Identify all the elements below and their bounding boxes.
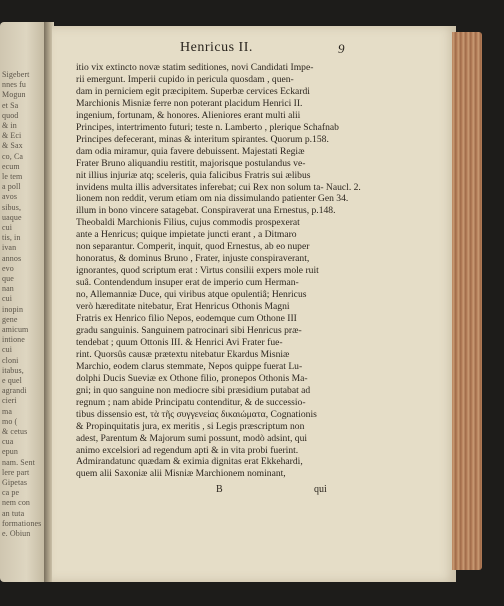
text-line: Marchionis Misniæ ferre non poterant placidum Henrici II.	[76, 97, 303, 109]
previous-page-fragment: evo	[2, 263, 14, 273]
previous-page-fragment: & Eci	[2, 131, 22, 141]
previous-page-fragment: cieri	[2, 396, 17, 406]
previous-page-fragment: itabus,	[2, 365, 24, 375]
previous-page-fragment: an tuta	[2, 508, 25, 518]
previous-page-fragment: cui	[2, 345, 13, 355]
previous-page-fragment: & Sax	[2, 141, 23, 151]
previous-page-fragment: et Sa	[2, 100, 19, 110]
previous-page-fragment: a poll	[2, 182, 21, 192]
text-line: non separantur. Comperit, inquit, quod Ernestus, ab eo nuper	[76, 241, 310, 253]
text-line: dam odia miramur, quia favere debuissent. Majestati Regiæ	[76, 145, 305, 157]
previous-page-fragment: ivan	[2, 243, 17, 253]
text-line: Principes, intertrimento futuri; teste n. Lamberto , plerique Schafnab	[76, 121, 339, 133]
previous-page-fragment: cloni	[2, 355, 19, 365]
text-line: dolphi Ducis Sueviæ ex Othone filio, pronepos Othonis Ma-	[76, 372, 308, 384]
previous-page-fragment: ecum	[2, 161, 20, 171]
previous-page-fragment: Sigebert	[2, 70, 30, 79]
text-line: ingenium, fortunam, & honores. Alieniores erant multi alii	[76, 109, 301, 121]
previous-page-fragment: sibus,	[2, 202, 22, 212]
previous-page-fragment: uaque	[2, 212, 22, 222]
text-line: quem alii Saxoniæ alii Misniæ Marchionem nominant,	[76, 468, 286, 480]
previous-page-fragment: nem con	[2, 498, 31, 508]
text-line: verò hæreditate nitebatur, Erat Henricus Othonis Magni	[76, 301, 290, 313]
previous-page-fragment: nam. Sent	[2, 457, 35, 467]
text-line: illum in bono vincere satagebat. Conspiraverat una Ernestus, p.148.	[76, 205, 336, 217]
text-line: Admirandatunc quædam & eximia dignitas erat Ekkehardi,	[76, 456, 303, 468]
previous-page-fragment: annos	[2, 253, 22, 263]
previous-page-fragment: nan	[2, 284, 14, 294]
text-line: dam in perniciem egit præcipitem. Superbæ cervices Eckardi	[76, 85, 310, 97]
body-text	[76, 62, 376, 480]
previous-page-fragment: tis, in	[2, 233, 21, 243]
previous-page-fragment: Gipetas	[2, 478, 28, 487]
previous-page-fragment: & in	[2, 121, 17, 130]
page-edges	[452, 32, 482, 570]
previous-page-fragment: gene	[2, 314, 18, 324]
previous-page-fragment: e. Obiun	[2, 529, 31, 538]
previous-page-fragment: agrandi	[2, 386, 27, 396]
previous-page-fragment: quod	[2, 110, 19, 120]
previous-page-fragment: ma	[2, 406, 12, 416]
text-line: honoratus, & dominus Bruno , Frater, injuste conspiraverant,	[76, 253, 310, 265]
text-line: ignorantes, quod scriptum erat : Virtus consilii expers mole ruit	[76, 265, 319, 277]
text-line: tendebat ; quum Ottonis III. & Henrici Avi Frater fue-	[76, 336, 283, 348]
text-line: tibus dissensio est, τὰ τῆς συγγενείας δικαιώματα, Cognationis	[76, 408, 317, 420]
text-line: Theobaldi Marchionis Filius, cujus commodis prospexerat	[76, 217, 300, 229]
previous-page-fragment: cui	[2, 294, 13, 304]
previous-page-fragment: Mogun	[2, 90, 26, 100]
text-line: invidens multa illis adversitates inferebat; cui Rex non solum ta- Naucl. 2.	[76, 181, 361, 193]
running-head: Henricus II.	[180, 40, 253, 55]
signature-mark: B	[216, 484, 223, 495]
previous-page-fragment: le tem	[2, 172, 23, 181]
previous-page-fragment: intione	[2, 335, 25, 345]
previous-page-fragment: formationes	[2, 518, 42, 528]
text-line: Principes defecerant, minas & interitum spirantes. Quorum p.158.	[76, 133, 329, 145]
text-line: Fratris ex Henrico filio Nepos, eodemque cum Othone III	[76, 313, 297, 325]
text-line: lionem non reddit, verum etiam om nia dissimulando patienter Gen 34.	[76, 193, 349, 205]
previous-page-fragment: mo (	[2, 416, 18, 426]
text-line: animo excelsiori ad regendum apti & in vita probi fuerint.	[76, 444, 299, 456]
text-line: no, Allemanniæ Duce, qui viribus atque opulentiâ; Henricus	[76, 289, 307, 301]
previous-page-fragment: avos	[2, 192, 18, 202]
text-line: regnum ; nam abide Principatu contenditur, & de successio-	[76, 396, 306, 408]
text-line: adest, Parentum & Majorum sumi possunt, modò adsint, qui	[76, 432, 308, 444]
previous-page-fragment: cui	[2, 223, 13, 232]
previous-page-fragment: ca pe	[2, 488, 20, 498]
previous-page-fragment: nnes fu	[2, 80, 27, 90]
text-line: nit illius injuriæ atq; sceleris, quia falicibus Fratris sui ælibus	[76, 169, 311, 181]
page-number: 9	[338, 41, 345, 56]
text-line: rii emergunt. Imperii cupido in pericula quosdam , quen-	[76, 73, 294, 85]
previous-page-fragment: lere part	[2, 467, 30, 477]
catchword: qui	[314, 484, 327, 495]
text-line: Frater Bruno aliquandiu restitit, majorisque postulandus ve-	[76, 157, 306, 169]
text-line: itio vix extincto novæ statim seditiones, novi Candidati Impe-	[76, 62, 314, 73]
text-line: gni; in quo sanguine non mediocre sibi præsidium putabat ad	[76, 384, 311, 396]
text-line: ante a Henricus; quique impietate juncti erant , a Ditmaro	[76, 229, 297, 241]
text-line: rint. Quorsûs causæ prætextu nitebatur Ekardus Misniæ	[76, 348, 290, 360]
previous-page-fragment: epun	[2, 447, 18, 457]
text-line: suâ. Contendendum insuper erat de imperio cum Herman-	[76, 277, 299, 289]
previous-page-fragment: que	[2, 274, 14, 283]
previous-page-fragment: amicum	[2, 325, 29, 334]
text-line: Marchio, eodem clarus stemmate, Nepos quippe fuerat Lu-	[76, 360, 303, 372]
previous-page-fragment: inopin	[2, 304, 24, 314]
text-line: gradu sanguinis. Sanguinem patrocinari sibi Henricus præ-	[76, 324, 302, 336]
previous-page-fragment: co, Ca	[2, 151, 24, 161]
previous-page-fragment: & cetus	[2, 427, 28, 436]
previous-page-fragment: e quel	[2, 376, 22, 385]
previous-page-edge	[0, 22, 48, 582]
text-line: & Propinquitatis jura, ex meritis , si Legis præscriptum non	[76, 420, 305, 432]
previous-page-fragment: cua	[2, 437, 14, 447]
